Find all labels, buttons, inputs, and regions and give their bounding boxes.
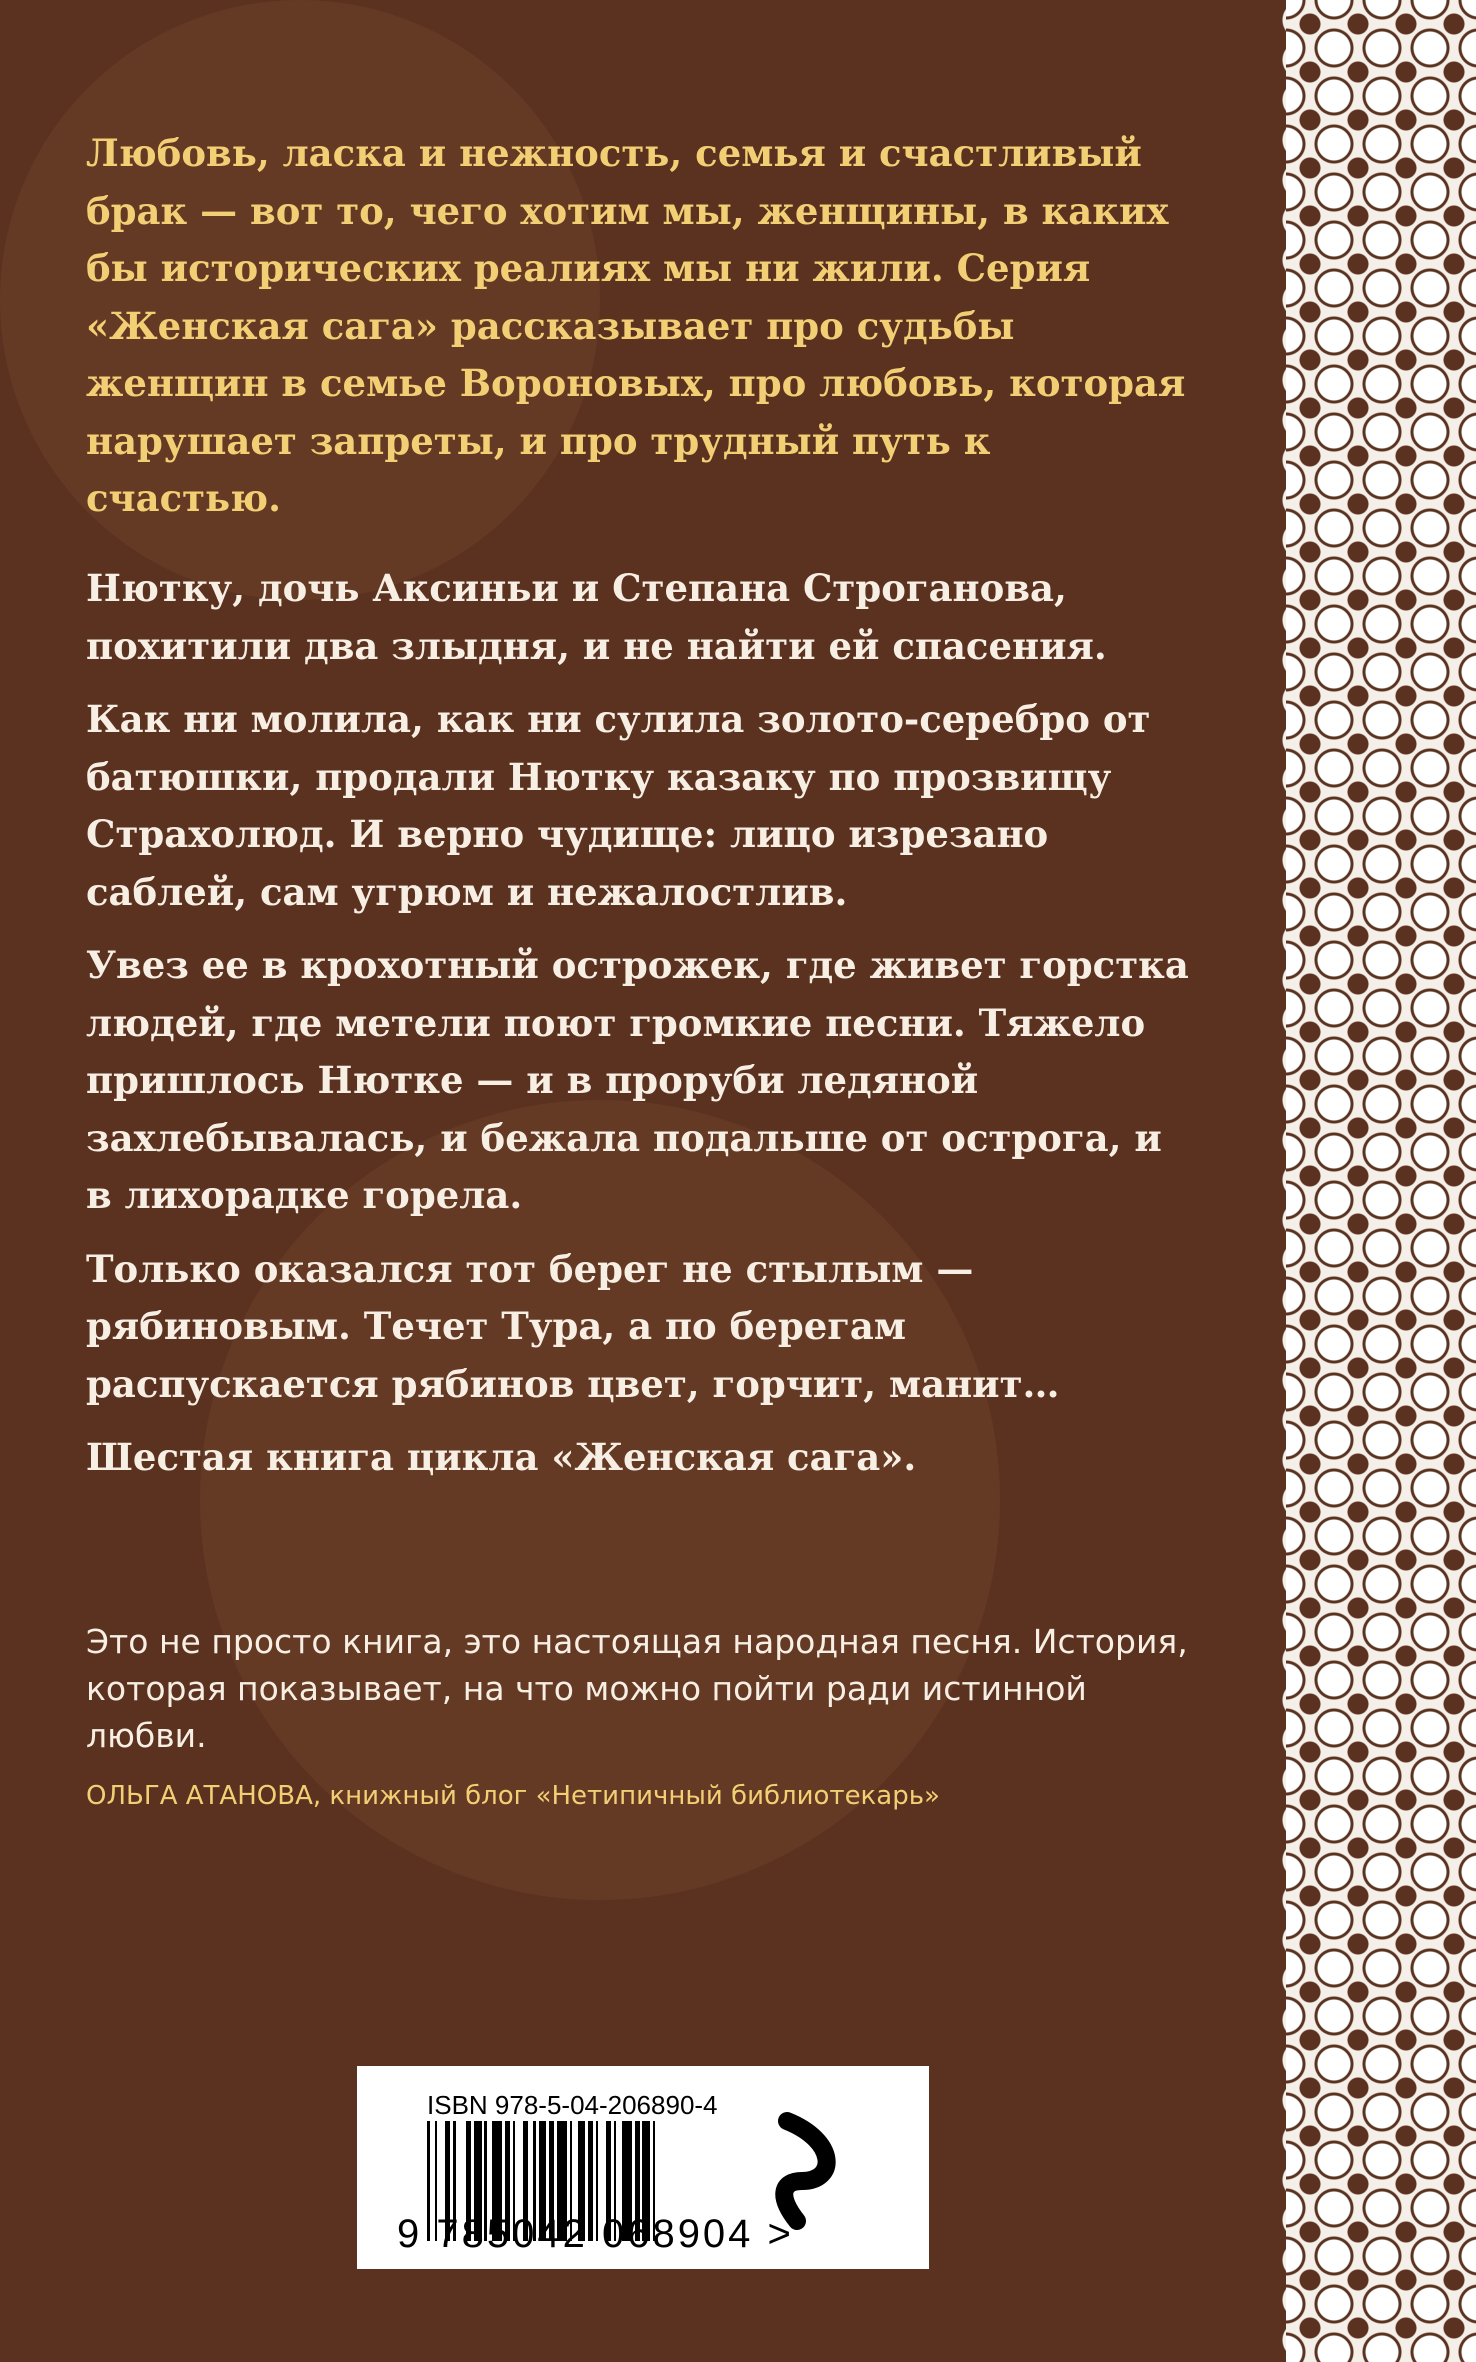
- annotation-paragraph: Нютку, дочь Аксиньи и Степана Строганова, похитили два злыдня, и не найти ей спасения.: [86, 566, 1107, 668]
- review-signature: [86, 1781, 1196, 1811]
- review: [86, 1618, 1196, 1811]
- annotation-paragraph: Только оказался тот берег не стылым — рябиновым. Течет Тура, а по берегам распускается рябинов цвет, горчит, манит…: [86, 1246, 1060, 1406]
- annotation: [86, 560, 1196, 1487]
- publisher-logo-icon: [757, 2111, 837, 2241]
- lace-border: [1286, 0, 1476, 2362]
- isbn-label: ISBN 978-5-04-206890-4: [427, 2090, 718, 2120]
- barcode-digits: 9 785042 068904 >: [397, 2212, 794, 2256]
- review-source: , книжный блог «Нетипичный библиотекарь»: [312, 1781, 940, 1811]
- review-text: Это не просто книга, это настоящая народная песня. История, которая показывает, на что можно пойти ради истинной любви.: [86, 1622, 1188, 1755]
- annotation-paragraph: Как ни молила, как ни сулила золото-серебро от батюшки, продали Нютку казаку по прозвищу Страхолюд. И верно чудище: лицо изрезано саблей, сам угрюм и нежалостлив.: [86, 697, 1151, 914]
- series-intro: [86, 125, 1196, 528]
- barcode-box: [357, 2066, 929, 2269]
- intro-text: Любовь, ласка и нежность, семья и счастливый брак — вот то, чего хотим мы, женщины, в каких бы исторических реалиях мы ни жили. Серия «Женская сага» рассказывает про судьбы женщин в семье Вороновых, про любовь, которая нарушает запреты, и про трудный путь к счастью.: [86, 131, 1186, 520]
- annotation-paragraph: Шестая книга цикла «Женская сага».: [86, 1435, 917, 1479]
- review-author: ОЛЬГА АТАНОВА: [86, 1781, 313, 1811]
- annotation-paragraph: Увез ее в крохотный острожек, где живет горстка людей, где метели поют громкие песни. Тяжело пришлось Нютке — и в проруби ледяной захлебывалась, и бежала подальше от острога, и в лихорадке горела.: [86, 943, 1189, 1217]
